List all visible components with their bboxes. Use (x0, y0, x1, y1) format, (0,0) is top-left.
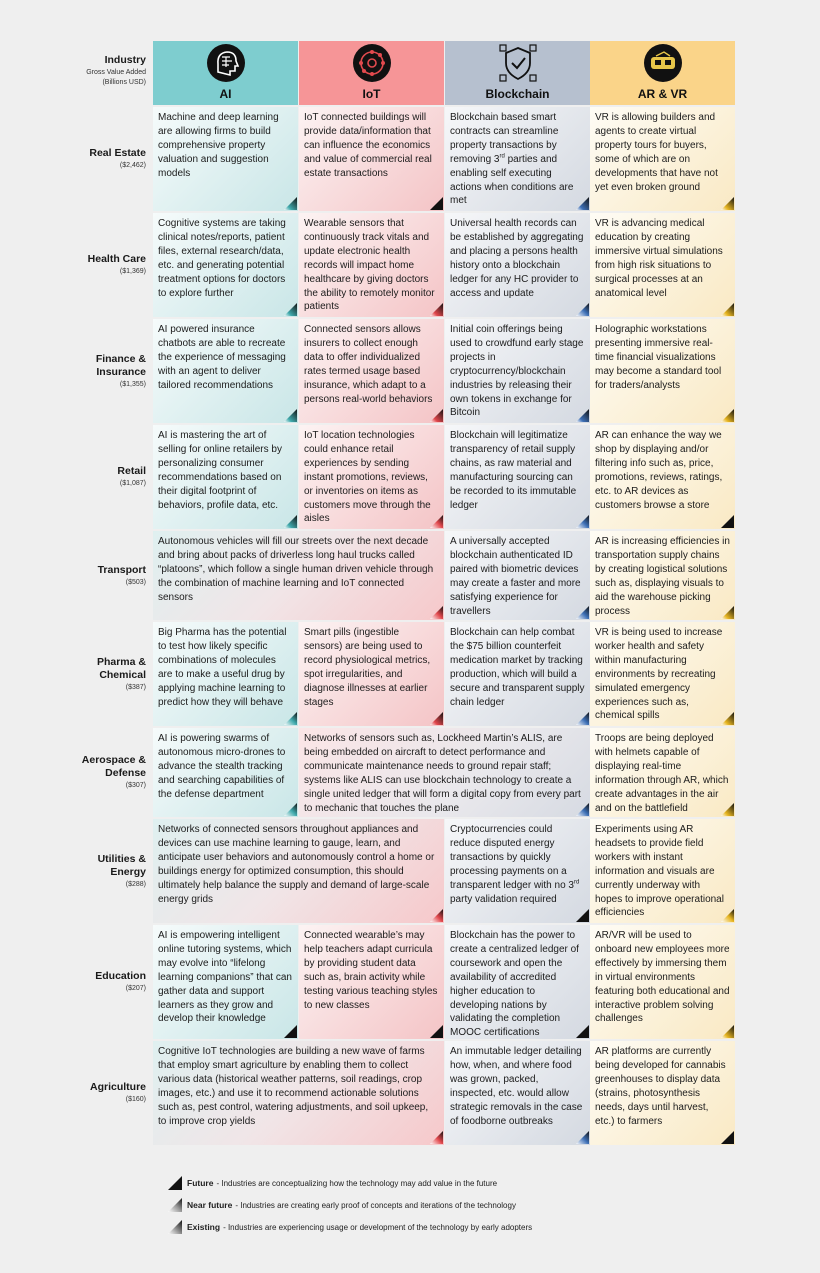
column-header-iot (299, 41, 444, 105)
industry-name: Agriculture (89, 1081, 146, 1093)
industry-gva-value: ($1,355) (119, 380, 146, 388)
row-label-7 (40, 819, 148, 923)
cell-text: VR is being used to increase worker health and safety within manufacturing environments by recreating simulated emergency experiences such as, chemical spills (595, 627, 723, 722)
column-header-ai (153, 41, 298, 105)
cell-text: Wearable sensors that continuously track vitals and update electronic health records will impact home healthcare by giving doctors the ability to remotely monitor patients (304, 218, 435, 313)
existing-stage-triangle-icon (721, 197, 734, 210)
near-stage-triangle-icon (284, 803, 297, 816)
cell-iot (299, 107, 444, 211)
cell-iot (299, 425, 444, 529)
row-label-1 (40, 213, 148, 317)
cell-ai (153, 819, 444, 923)
existing-stage-triangle-icon (284, 515, 297, 528)
existing-stage-triangle-icon (721, 409, 734, 422)
row-label-2 (40, 319, 148, 423)
near-stage-triangle-icon (576, 1131, 589, 1144)
row-label-4 (40, 531, 148, 620)
cell-text: Autonomous vehicles will fill our streets over the next decade and bring about packs of driverless long haul trucks called “platoons”, which follow a single human driven vehicle through the combination of machine learning and IoT connected sensors (158, 536, 434, 603)
brain-head-icon (205, 42, 247, 84)
near-stage-triangle-icon (430, 515, 443, 528)
column-title: Blockchain (485, 87, 550, 101)
industry-name: Retail (117, 465, 146, 477)
legend-near (168, 1197, 728, 1213)
cell-ar (590, 1041, 735, 1145)
existing-stage-triangle-icon (721, 1025, 734, 1038)
cell-ar (590, 107, 735, 211)
row-label-9 (40, 1041, 148, 1145)
iot-network-icon (351, 42, 393, 84)
cell-text: VR is allowing builders and agents to create virtual property tours for buyers, some of which are on developments that have not yet even broken ground (595, 112, 718, 193)
industry-gva-value: ($503) (125, 578, 146, 586)
existing-stage-triangle-icon (284, 303, 297, 316)
legend-label: Existing (187, 1222, 221, 1232)
industry-gva-value: ($387) (125, 683, 146, 691)
future-stage-triangle-icon (576, 909, 589, 922)
cell-iot (299, 622, 444, 726)
cell-iot (299, 213, 444, 317)
corner-header (40, 42, 148, 100)
industry-name: Utilities & Energy (97, 852, 146, 878)
future-stage-triangle-icon (721, 1131, 734, 1144)
cell-bc (445, 107, 590, 211)
legend-description: - Industries are experiencing usage or development of the technology by early adopters (223, 1222, 533, 1232)
legend-future (168, 1175, 728, 1191)
cell-text: Networks of sensors such as, Lockheed Martin’s ALIS, are being embedded on aircraft to detect performance and communicate maintenance needs to ground repair staff; systems like ALIS can use blockchain technology to create a single united ledger that will form a digital copy from every part to mechanic that touches the plane (304, 733, 581, 814)
cell-ai (153, 728, 298, 817)
near-stage-triangle-icon (576, 606, 589, 619)
row-label-3 (40, 425, 148, 529)
cell-text: Troops are being deployed with helmets capable of displaying real-time information through AR, which create advantages in the air and on the battlefield (595, 733, 729, 814)
industry-gva-value: ($1,369) (119, 268, 146, 275)
column-title: AI (219, 87, 232, 101)
cell-bc (445, 319, 590, 423)
legend-label: Near future (187, 1200, 233, 1210)
cell-text: Cryptocurrencies could reduce disputed energy transactions by quickly processing payments on a transparent ledger with no 3rd party validation required (450, 824, 580, 905)
near-stage-triangle-icon (576, 515, 589, 528)
existing-stage-triangle-icon (576, 409, 589, 422)
industry-gva-value: ($207) (125, 985, 146, 992)
cell-ar (590, 728, 735, 817)
legend-existing (168, 1219, 728, 1235)
industry-gva-value: ($2,462) (119, 162, 146, 169)
existing-stage-triangle-icon (430, 303, 443, 316)
cell-ai (153, 107, 298, 211)
existing-stage-triangle-icon (721, 303, 734, 316)
vr-headset-icon (642, 42, 684, 84)
cell-text: Blockchain based smart contracts can streamline property transactions by removing 3rd parties and enabling self executing actions when conditions are met (450, 112, 574, 207)
cell-text: AR platforms are currently being developed for cannabis greenhouses to display data (strains, photosynthesis needs, days until harvest, etc.) to farmers (595, 1046, 726, 1127)
near-stage-triangle-icon (430, 909, 443, 922)
cell-text: Initial coin offerings being used to crowdfund early stage projects in cryptocurrency/blockchain industries by releasing their own tokens in exchange for Bitcoin (450, 324, 584, 419)
cell-text: Machine and deep learning are allowing firms to build comprehensive property valuation and suggestion models (158, 112, 279, 179)
column-title: IoT (362, 87, 381, 101)
cell-ar (590, 531, 735, 620)
legend-description: - Industries are conceptualizing how the technology may add value in the future (216, 1178, 498, 1188)
cell-text: AR is increasing efficiencies in transportation supply chains by creating logistical solutions such as, displaying visuals to aid the warehouse picking process (595, 536, 730, 617)
cell-iot (299, 319, 444, 423)
row-label-5 (40, 622, 148, 726)
industry-name: Finance & Insurance (95, 352, 146, 378)
row-label-8 (40, 925, 148, 1039)
near-stage-triangle-icon (721, 909, 734, 922)
cell-ai (153, 213, 298, 317)
industry-name: Aerospace & Defense (81, 754, 146, 779)
cell-bc (445, 622, 590, 726)
industry-name: Pharma & Chemical (96, 655, 146, 681)
existing-stage-triangle-icon (721, 606, 734, 619)
cell-text: AI is empowering intelligent online tutoring systems, which may evolve into “lifelong learning companions” that can gather data and support learners as they grow and develop their knowledge (158, 930, 292, 1025)
existing-stage-triangle-icon (284, 409, 297, 422)
cell-ar (590, 925, 735, 1039)
industry-name: Health Care (87, 253, 146, 265)
industry-name: Transport (97, 563, 146, 576)
near-stage-triangle-icon (430, 606, 443, 619)
future-stage-triangle-icon (430, 197, 443, 210)
existing-stage-triangle-icon (430, 712, 443, 725)
cell-text: AI is mastering the art of selling for online retailers by personalizing consumer recommendations based on their digital footprint of behaviors, profile data, etc. (158, 430, 282, 511)
cell-text: IoT location technologies could enhance retail experiences by sending instant promotions, reviews, or inventories on items as customers move through the aisles (304, 430, 431, 525)
future-stage-triangle-icon (430, 1025, 443, 1038)
existing-stage-triangle-icon (284, 197, 297, 210)
cell-ar (590, 319, 735, 423)
cell-iot (299, 728, 590, 817)
cell-text: A universally accepted blockchain authenticated ID paired with biometric devices may create a faster and more satisfying experience for travellers (450, 536, 581, 617)
cell-text: Connected sensors allows insurers to collect enough data to offer individualized rates termed usage based insurance, which adapt to a persons real-world behaviors (304, 324, 433, 405)
industry-gva-value: ($288) (125, 880, 146, 888)
legend-description: - Industries are creating early proof of concepts and iterations of the technology (235, 1200, 516, 1210)
future-stage-triangle-icon (168, 1176, 182, 1190)
cell-text: Cognitive IoT technologies are building a new wave of farms that employ smart agriculture by enabling them to collect various data (historical weather patterns, soil readings, crop images, etc.) and use it to recommend actionable solutions such as, pest control, watering adjustments, and soil upkeep, to improve crop yields (158, 1046, 429, 1127)
cell-text: Experiments using AR headsets to provide field workers with instant information and visuals are currently underway with hopes to improve operational efficiencies (595, 824, 724, 919)
cell-ar (590, 819, 735, 923)
cell-text: VR is advancing medical education by creating immersive virtual simulations from high risk situations to surgical processes at an anatomical level (595, 218, 723, 299)
cell-ar (590, 213, 735, 317)
cell-bc (445, 531, 590, 620)
corner-subtitle: Gross Value Added (Billions USD) (86, 69, 146, 86)
cell-ai (153, 319, 298, 423)
cell-text: Holographic workstations presenting immersive real-time financial visualizations may become a standard tool for traders/analysts (595, 324, 722, 391)
near-stage-triangle-icon (576, 303, 589, 316)
future-stage-triangle-icon (284, 1025, 297, 1038)
cell-bc (445, 1041, 590, 1145)
cell-text: AI powered insurance chatbots are able to recreate the experience of messaging with an agent to deliver tailored recommendations (158, 324, 286, 391)
cell-text: Blockchain can help combat the $75 billion counterfeit medication market by tracking production, which will build a secure and transparent supply chain ledger (450, 627, 585, 708)
existing-stage-triangle-icon (576, 197, 589, 210)
cell-text: Big Pharma has the potential to test how likely specific combinations of molecules are to make a useful drug by applying machine learning to predict how they will behave (158, 627, 287, 708)
column-header-bc (445, 41, 590, 105)
existing-stage-triangle-icon (168, 1220, 182, 1234)
cell-text: Cognitive systems are taking clinical notes/reports, patient files, external research/data, etc. and generating potential treatment options for doctors to explore further (158, 218, 286, 299)
cell-ar (590, 622, 735, 726)
cell-bc (445, 213, 590, 317)
cell-text: Smart pills (ingestible sensors) are being used to record physiological metrics, spot irregularities, and diagnose illnesses at earlier stages (304, 627, 431, 708)
cell-bc (445, 819, 590, 923)
industry-gva-value: ($307) (125, 782, 146, 789)
near-stage-triangle-icon (284, 712, 297, 725)
legend-label: Future (187, 1178, 214, 1188)
industry-name: Real Estate (89, 147, 146, 159)
cell-text: AI is powering swarms of autonomous micro-drones to advance the stealth tracking and searching capabilities of the defense department (158, 733, 286, 800)
cell-ar (590, 425, 735, 529)
cell-ai (153, 1041, 444, 1145)
cell-ai (153, 622, 298, 726)
cell-ai (153, 531, 444, 620)
cell-text: Blockchain has the power to create a centralized ledger of coursework and open the availability of accredited higher education to developing nations by validating the completion MOOC certifications (450, 930, 579, 1039)
blockchain-shield-icon (497, 42, 539, 84)
cell-text: Blockchain will legitimatize transparency of retail supply chains, as raw material and manufacturing sourcing can be recorded to its immutable ledger (450, 430, 577, 511)
row-label-0 (40, 107, 148, 211)
cell-text: Networks of connected sensors throughout appliances and devices can use machine learning to gauge, learn, and anticipate user behaviors and autonomously control a home or buildings energy for optimized consumption, this should ultimately help balance the supply and demand of large-scale energy grids (158, 824, 435, 905)
cell-bc (445, 425, 590, 529)
future-stage-triangle-icon (721, 515, 734, 528)
industry-gva-value: ($1,087) (119, 480, 146, 487)
cell-text: IoT connected buildings will provide data/information that can influence the economics and value of commercial real estate transactions (304, 112, 432, 179)
industry-gva-value: ($160) (125, 1096, 146, 1103)
cell-ai (153, 925, 298, 1039)
cell-ai (153, 425, 298, 529)
future-stage-triangle-icon (576, 1025, 589, 1038)
column-header-ar (590, 41, 735, 105)
cell-text: AR/VR will be used to onboard new employees more effectively by immersing them in virtual environments featuring both educational and interactive problem solving challenges (595, 930, 730, 1025)
near-stage-triangle-icon (168, 1198, 182, 1212)
existing-stage-triangle-icon (721, 803, 734, 816)
existing-stage-triangle-icon (430, 409, 443, 422)
cell-iot (299, 925, 444, 1039)
corner-title: Industry (104, 54, 146, 66)
near-stage-triangle-icon (430, 1131, 443, 1144)
column-title: AR & VR (637, 87, 688, 101)
cell-text: AR can enhance the way we shop by displaying and/or filtering info such as, price, promotions, reviews, ratings, etc. to AR devices as customers browse a store (595, 430, 723, 511)
row-label-6 (40, 728, 148, 817)
industry-name: Education (95, 970, 146, 982)
cell-text: Universal health records can be established by aggregating and placing a persons health history onto a blockchain ledger for any HC provider to access and update (450, 218, 584, 299)
existing-stage-triangle-icon (721, 712, 734, 725)
cell-text: Connected wearable’s may help teachers adapt curricula by providing student data such as, brain activity while testing various teaching styles to new classes (304, 930, 438, 1011)
near-stage-triangle-icon (576, 712, 589, 725)
cell-bc (445, 925, 590, 1039)
near-stage-triangle-icon (576, 803, 589, 816)
cell-text: An immutable ledger detailing how, when, and where food was grown, packed, inspected, etc. would allow strategic removals in the case of foodborne outbreaks (450, 1046, 583, 1127)
